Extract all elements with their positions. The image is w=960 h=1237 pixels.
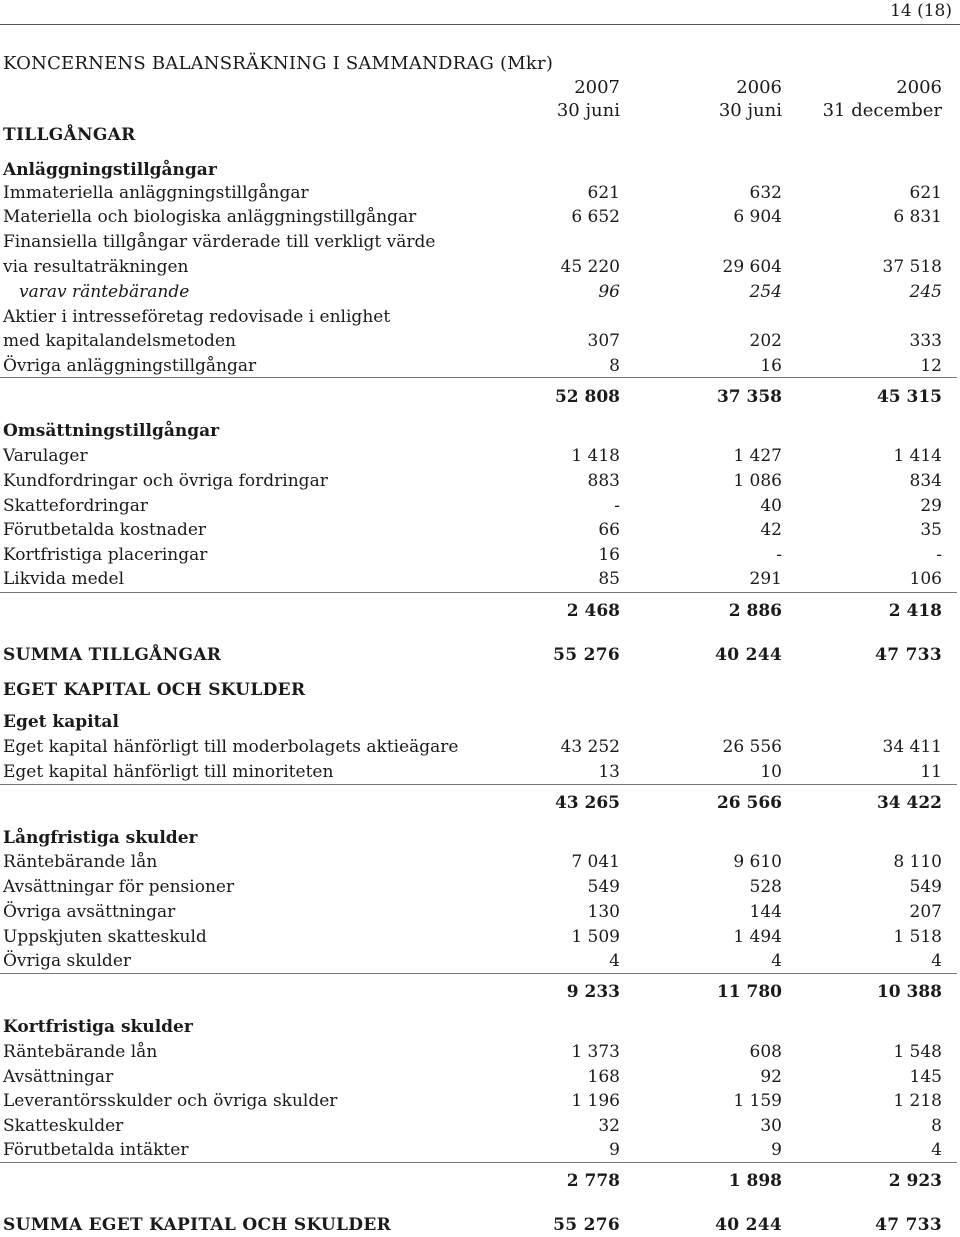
table-row (0, 494, 960, 518)
row-label: EGET KAPITAL OCH SKULDER (3, 680, 306, 700)
table-row (0, 354, 960, 378)
column-year-2006-december: 2006 (896, 77, 942, 98)
section-heading (0, 158, 960, 182)
column-year-2007: 2007 (574, 77, 620, 98)
cell-value: 13 (598, 762, 620, 782)
cell-value: 55 276 (553, 645, 620, 665)
row-label: Eget kapital hänförligt till moderbolagets aktieägare (3, 737, 459, 757)
cell-value: 2 886 (728, 601, 782, 621)
cell-value: 1 427 (733, 446, 782, 466)
cell-value: 96 (598, 282, 620, 302)
cell-value: 549 (909, 877, 942, 897)
table-row (0, 329, 960, 353)
row-label: Leverantörsskulder och övriga skulder (3, 1091, 338, 1111)
cell-value: 85 (598, 569, 620, 589)
cell-value: 1 548 (893, 1042, 942, 1062)
cell-value: 43 252 (560, 737, 620, 757)
section-heading (0, 230, 960, 254)
table-row (0, 925, 960, 949)
row-label: Räntebärande lån (3, 852, 158, 872)
cell-value: 11 780 (716, 982, 782, 1002)
row-label: Likvida medel (3, 569, 125, 589)
cell-value: 4 (931, 951, 942, 971)
table-row (0, 1213, 960, 1237)
table-row (0, 599, 960, 623)
cell-value: 1 509 (571, 927, 620, 947)
cell-value: 34 422 (876, 793, 942, 813)
table-row (0, 567, 960, 591)
table-row (0, 1065, 960, 1089)
table-row (0, 1089, 960, 1113)
column-date-2006-december: 31 december (822, 100, 942, 121)
row-label: Omsättningstillgångar (3, 421, 220, 441)
cell-value: 6 652 (571, 207, 620, 227)
row-divider (0, 973, 957, 974)
cell-value: 29 604 (722, 257, 782, 277)
table-row (0, 518, 960, 542)
cell-value: 11 (920, 762, 942, 782)
table-row (0, 543, 960, 567)
row-label: Avsättningar (3, 1067, 114, 1087)
section-heading (0, 419, 960, 443)
table-row (0, 1169, 960, 1193)
column-date-2006-june: 30 juni (718, 100, 782, 121)
cell-value: 47 733 (875, 645, 942, 665)
cell-value: 2 418 (888, 601, 942, 621)
row-label: Övriga avsättningar (3, 902, 176, 922)
cell-value: 2 923 (888, 1171, 942, 1191)
row-divider (0, 784, 957, 785)
row-label: Avsättningar för pensioner (3, 877, 235, 897)
cell-value: 1 418 (571, 446, 620, 466)
row-divider (0, 377, 957, 378)
cell-value: 16 (598, 545, 620, 565)
cell-value: 1 373 (571, 1042, 620, 1062)
section-heading (0, 826, 960, 850)
cell-value: 1 518 (893, 927, 942, 947)
cell-value: 130 (587, 902, 620, 922)
cell-value: 16 (760, 356, 782, 376)
row-label: Eget kapital hänförligt till minoriteten (3, 762, 334, 782)
table-row (0, 181, 960, 205)
cell-value: 144 (749, 902, 782, 922)
cell-value: - (614, 496, 620, 516)
table-row (0, 385, 960, 409)
section-heading (0, 710, 960, 734)
cell-value: 106 (909, 569, 942, 589)
cell-value: 8 (609, 356, 620, 376)
cell-value: 207 (909, 902, 942, 922)
row-divider (0, 592, 957, 593)
row-label: Materiella och biologiska anläggningstillgångar (3, 207, 417, 227)
column-year-2006-june: 2006 (736, 77, 782, 98)
row-label: Kortfristiga skulder (3, 1017, 193, 1037)
cell-value: 40 244 (715, 1215, 782, 1235)
cell-value: 549 (587, 877, 620, 897)
row-label: Finansiella tillgångar värderade till verkligt värde (3, 232, 436, 252)
cell-value: 35 (920, 520, 942, 540)
cell-value: - (936, 545, 942, 565)
section-heading (0, 678, 960, 702)
table-row (0, 469, 960, 493)
cell-value: 333 (909, 331, 942, 351)
cell-value: 834 (909, 471, 942, 491)
cell-value: 883 (587, 471, 620, 491)
table-row (0, 1114, 960, 1138)
cell-value: 1 196 (571, 1091, 620, 1111)
row-label: Aktier i intresseföretag redovisade i enlighet (3, 307, 391, 327)
row-label: SUMMA TILLGÅNGAR (3, 645, 222, 665)
cell-value: 26 566 (716, 793, 782, 813)
row-label: Kundfordringar och övriga fordringar (3, 471, 328, 491)
cell-value: 29 (920, 496, 942, 516)
row-label: Uppskjuten skatteskuld (3, 927, 207, 947)
section-heading (0, 123, 960, 147)
section-heading (0, 1015, 960, 1039)
cell-value: 40 244 (715, 645, 782, 665)
cell-value: 1 414 (893, 446, 942, 466)
column-date-2007: 30 juni (556, 100, 620, 121)
cell-value: 66 (598, 520, 620, 540)
column-header-dates (0, 99, 960, 123)
row-label: Varulager (3, 446, 88, 466)
cell-value: 9 610 (733, 852, 782, 872)
cell-value: 202 (749, 331, 782, 351)
cell-value: 4 (931, 1140, 942, 1160)
row-label: Anläggningstillgångar (3, 160, 217, 180)
cell-value: 45 220 (560, 257, 620, 277)
cell-value: 145 (909, 1067, 942, 1087)
row-label: Övriga anläggningstillgångar (3, 356, 257, 376)
row-label: varav räntebärande (19, 282, 190, 302)
row-label: Eget kapital (3, 712, 119, 732)
cell-value: 12 (920, 356, 942, 376)
cell-value: 92 (760, 1067, 782, 1087)
cell-value: 55 276 (553, 1215, 620, 1235)
cell-value: 632 (749, 183, 782, 203)
table-row (0, 791, 960, 815)
cell-value: 9 (771, 1140, 782, 1160)
cell-value: 528 (749, 877, 782, 897)
row-label: TILLGÅNGAR (3, 125, 136, 145)
table-row (0, 980, 960, 1004)
cell-value: 10 (760, 762, 782, 782)
page-number: 14 (18) (890, 1, 952, 21)
cell-value: 1 898 (728, 1171, 782, 1191)
row-divider (0, 1162, 957, 1163)
cell-value: 47 733 (875, 1215, 942, 1235)
table-row (0, 280, 960, 304)
row-label: Förutbetalda intäkter (3, 1140, 189, 1160)
row-label: med kapitalandelsmetoden (3, 331, 236, 351)
table-row (0, 735, 960, 759)
cell-value: 7 041 (571, 852, 620, 872)
cell-value: 45 315 (876, 387, 942, 407)
cell-value: 52 808 (554, 387, 620, 407)
table-row (0, 850, 960, 874)
cell-value: 8 (931, 1116, 942, 1136)
cell-value: 9 233 (566, 982, 620, 1002)
page-title: KONCERNENS BALANSRÄKNING I SAMMANDRAG (Mkr) (3, 53, 554, 74)
cell-value: 32 (598, 1116, 620, 1136)
cell-value: 9 (609, 1140, 620, 1160)
cell-value: 34 411 (882, 737, 942, 757)
table-row (0, 760, 960, 784)
cell-value: 43 265 (554, 793, 620, 813)
cell-value: 168 (587, 1067, 620, 1087)
cell-value: 608 (749, 1042, 782, 1062)
table-row (0, 643, 960, 667)
cell-value: 30 (760, 1116, 782, 1136)
row-label: via resultaträkningen (3, 257, 189, 277)
cell-value: 1 218 (893, 1091, 942, 1111)
cell-value: 4 (771, 951, 782, 971)
cell-value: 254 (749, 282, 782, 302)
cell-value: 26 556 (722, 737, 782, 757)
table-row (0, 900, 960, 924)
cell-value: 6 831 (893, 207, 942, 227)
cell-value: 245 (909, 282, 942, 302)
table-row (0, 255, 960, 279)
cell-value: - (776, 545, 782, 565)
row-label: Förutbetalda kostnader (3, 520, 207, 540)
cell-value: 40 (760, 496, 782, 516)
cell-value: 6 904 (733, 207, 782, 227)
row-label: Långfristiga skulder (3, 828, 198, 848)
table-row (0, 875, 960, 899)
cell-value: 2 468 (566, 601, 620, 621)
row-label: SUMMA EGET KAPITAL OCH SKULDER (3, 1215, 392, 1235)
cell-value: 10 388 (876, 982, 942, 1002)
cell-value: 621 (587, 183, 620, 203)
cell-value: 621 (909, 183, 942, 203)
header-divider (0, 24, 960, 25)
row-label: Skattefordringar (3, 496, 148, 516)
cell-value: 1 494 (733, 927, 782, 947)
cell-value: 291 (749, 569, 782, 589)
row-label: Skatteskulder (3, 1116, 124, 1136)
row-label: Kortfristiga placeringar (3, 545, 208, 565)
section-heading (0, 305, 960, 329)
table-row (0, 1040, 960, 1064)
cell-value: 37 358 (716, 387, 782, 407)
table-row (0, 444, 960, 468)
table-row (0, 949, 960, 973)
cell-value: 2 778 (566, 1171, 620, 1191)
row-label: Immateriella anläggningstillgångar (3, 183, 309, 203)
table-row (0, 205, 960, 229)
cell-value: 8 110 (893, 852, 942, 872)
row-label: Räntebärande lån (3, 1042, 158, 1062)
row-label: Övriga skulder (3, 951, 132, 971)
column-header-years (0, 76, 960, 100)
cell-value: 42 (760, 520, 782, 540)
cell-value: 1 159 (733, 1091, 782, 1111)
table-row (0, 1138, 960, 1162)
cell-value: 4 (609, 951, 620, 971)
cell-value: 37 518 (882, 257, 942, 277)
cell-value: 1 086 (733, 471, 782, 491)
cell-value: 307 (587, 331, 620, 351)
